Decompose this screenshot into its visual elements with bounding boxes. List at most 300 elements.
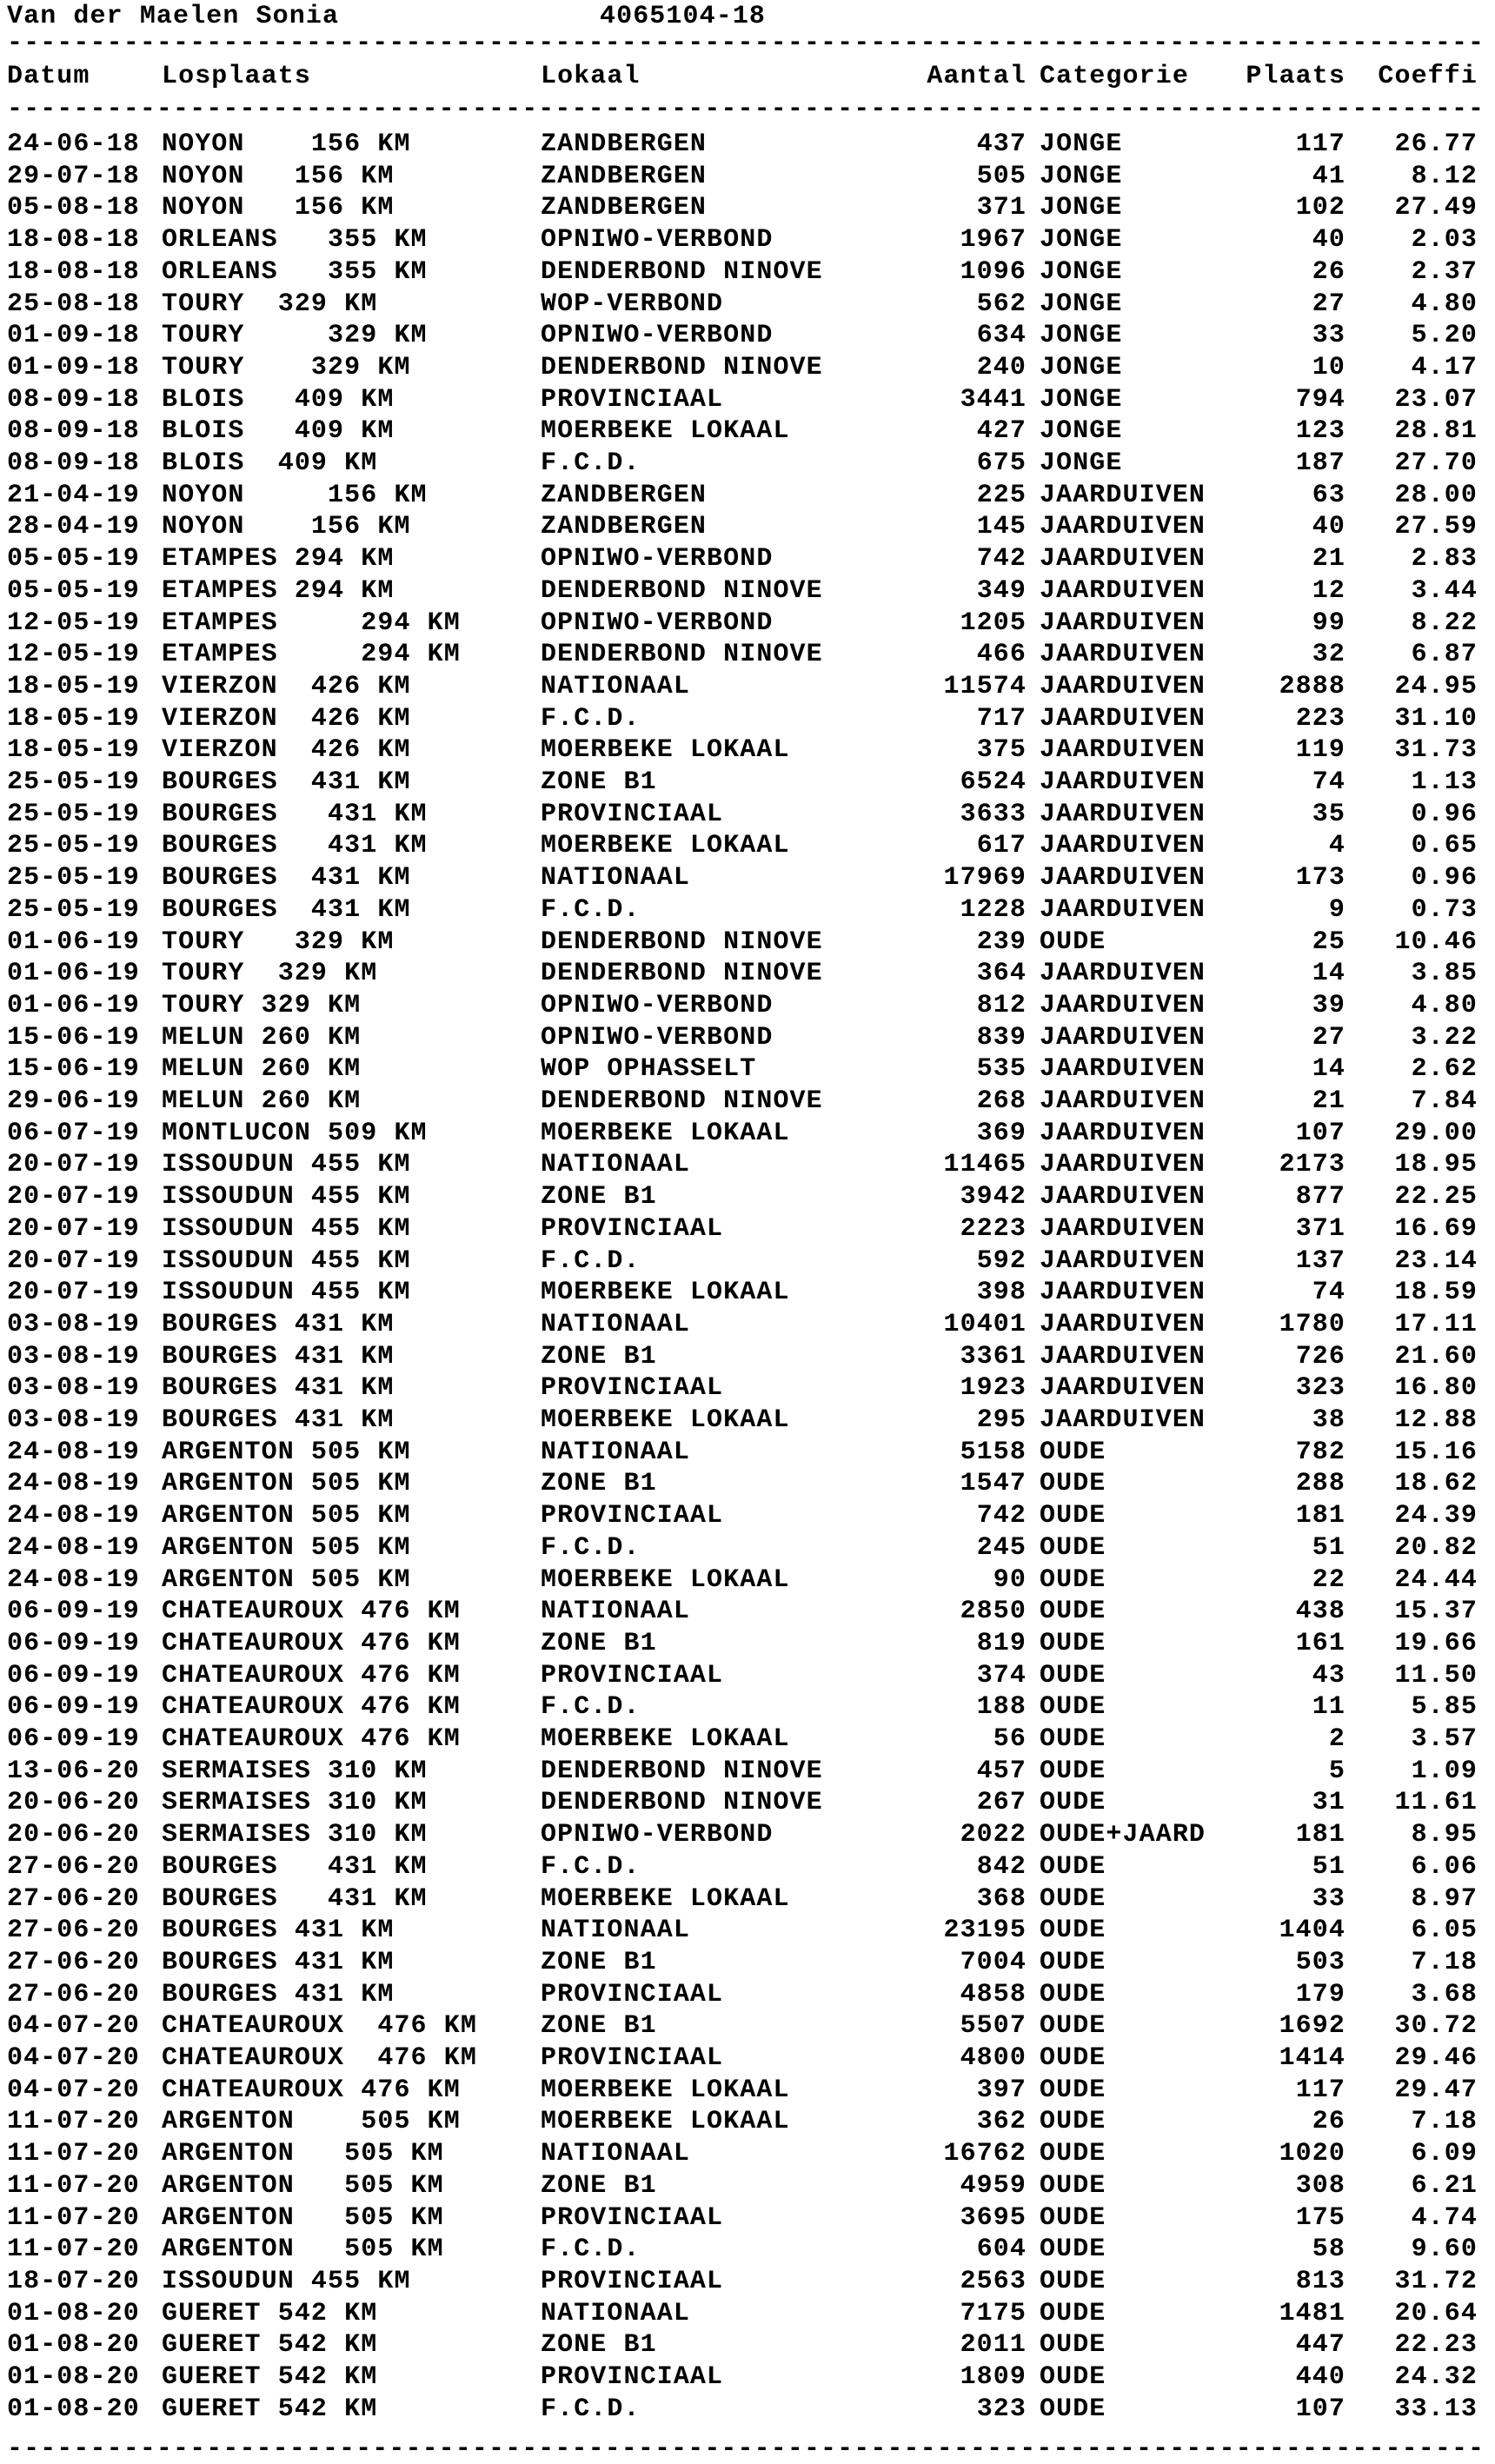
cell-plaats: 371 <box>1295 1213 1346 1244</box>
cell-losplaats: ISSOUDUN 455 KM <box>162 1245 411 1276</box>
cell-coeffi: 17.11 <box>1394 1309 1478 1339</box>
cell-aantal: 742 <box>976 1501 1027 1531</box>
cell-lokaal: ZANDBERGEN <box>541 130 708 159</box>
cell-aantal: 90 <box>993 1564 1027 1595</box>
cell-categorie: OUDE <box>1040 1756 1106 1786</box>
cell-lokaal: F.C.D. <box>541 1245 641 1276</box>
cell-coeffi: 5.20 <box>1411 321 1478 351</box>
cell-lokaal: ZONE B1 <box>541 2011 657 2042</box>
document-header <box>7 2 767 37</box>
cell-coeffi: 20.82 <box>1394 1532 1478 1563</box>
cell-coeffi: 3.85 <box>1411 959 1478 989</box>
cell-plaats: 1780 <box>1279 1309 1346 1339</box>
table-row <box>7 2234 1485 2266</box>
cell-losplaats: VIERZON 426 KM <box>162 735 411 766</box>
cell-aantal: 4858 <box>960 1979 1027 2009</box>
col-header-plaats: Plaats <box>1246 62 1346 91</box>
cell-datum: 20-06-20 <box>7 1788 140 1818</box>
table-row <box>7 1787 1485 1819</box>
cell-plaats: 503 <box>1295 1947 1346 1977</box>
cell-datum: 25-05-19 <box>7 831 140 861</box>
table-row <box>7 1723 1485 1756</box>
table-row <box>7 192 1485 224</box>
cell-losplaats: ARGENTON 505 KM <box>162 2107 461 2137</box>
cell-categorie: OUDE <box>1040 1532 1106 1563</box>
cell-categorie: JAARDUIVEN <box>1040 1182 1206 1212</box>
cell-lokaal: NATIONAAL <box>541 863 690 893</box>
cell-datum: 06-09-19 <box>7 1597 140 1627</box>
cell-datum: 15-06-19 <box>7 1022 140 1053</box>
cell-datum: 06-09-19 <box>7 1724 140 1754</box>
cell-aantal: 4800 <box>960 2043 1027 2073</box>
cell-plaats: 41 <box>1312 161 1346 191</box>
cell-plaats: 181 <box>1295 1501 1346 1531</box>
cell-losplaats: BOURGES 431 KM <box>162 1405 395 1435</box>
table-row <box>7 2170 1485 2202</box>
cell-losplaats: CHATEAUROUX 476 KM <box>162 1628 461 1658</box>
cell-plaats: 1414 <box>1279 2043 1346 2073</box>
cell-datum: 24-06-18 <box>7 130 140 159</box>
cell-categorie: OUDE <box>1040 1947 1106 1977</box>
col-header-lokaal: Lokaal <box>541 62 641 91</box>
cell-datum: 25-05-19 <box>7 863 140 893</box>
cell-lokaal: MOERBEKE LOKAAL <box>541 1564 790 1595</box>
cell-aantal: 225 <box>976 480 1027 510</box>
cell-lokaal: ZONE B1 <box>541 1469 657 1499</box>
cell-plaats: 25 <box>1312 926 1346 957</box>
cell-plaats: 21 <box>1312 544 1346 574</box>
cell-lokaal: PROVINCIAAL <box>541 2266 724 2296</box>
cell-aantal: 842 <box>976 1851 1027 1882</box>
cell-plaats: 447 <box>1295 2330 1346 2361</box>
cell-plaats: 51 <box>1312 1532 1346 1563</box>
cell-losplaats: ARGENTON 505 KM <box>162 1532 411 1563</box>
cell-losplaats: CHATEAUROUX 476 KM <box>162 1724 461 1754</box>
cell-losplaats: BOURGES 431 KM <box>162 894 411 925</box>
cell-coeffi: 23.14 <box>1394 1245 1478 1276</box>
cell-plaats: 35 <box>1312 799 1346 829</box>
cell-coeffi: 20.64 <box>1394 2298 1478 2328</box>
cell-lokaal: MOERBEKE LOKAAL <box>541 1278 790 1308</box>
cell-plaats: 21 <box>1312 1086 1346 1116</box>
cell-datum: 27-06-20 <box>7 1979 140 2009</box>
cell-losplaats: CHATEAUROUX 476 KM <box>162 2011 477 2042</box>
cell-coeffi: 7.18 <box>1411 1947 1478 1977</box>
cell-datum: 04-07-20 <box>7 2043 140 2073</box>
cell-lokaal: DENDERBOND NINOVE <box>541 640 823 670</box>
cell-plaats: 22 <box>1312 1564 1346 1595</box>
cell-datum: 08-09-18 <box>7 416 140 447</box>
cell-categorie: OUDE <box>1040 2362 1106 2392</box>
cell-losplaats: BOURGES 431 KM <box>162 799 428 829</box>
cell-lokaal: ZONE B1 <box>541 1341 657 1371</box>
cell-coeffi: 4.74 <box>1411 2202 1478 2233</box>
cell-datum: 06-09-19 <box>7 1692 140 1723</box>
table-row <box>7 384 1485 416</box>
cell-categorie: OUDE <box>1040 1501 1106 1531</box>
cell-losplaats: CHATEAUROUX 476 KM <box>162 2043 477 2073</box>
cell-lokaal: OPNIWO-VERBOND <box>541 1820 774 1850</box>
cell-aantal: 457 <box>976 1756 1027 1786</box>
cell-aantal: 16762 <box>943 2139 1027 2169</box>
cell-losplaats: ETAMPES 294 KM <box>162 575 395 606</box>
cell-aantal: 2022 <box>960 1820 1027 1850</box>
cell-losplaats: CHATEAUROUX 476 KM <box>162 1692 461 1723</box>
cell-plaats: 102 <box>1295 193 1346 223</box>
cell-plaats: 2 <box>1328 1724 1346 1754</box>
cell-aantal: 1967 <box>960 225 1027 256</box>
cell-aantal: 267 <box>976 1788 1027 1818</box>
table-row <box>7 862 1485 894</box>
table-row <box>7 2042 1485 2075</box>
cell-losplaats: GUERET 542 KM <box>162 2362 378 2392</box>
cell-datum: 04-07-20 <box>7 2011 140 2042</box>
cell-categorie: OUDE+JAARD <box>1040 1820 1206 1850</box>
cell-aantal: 245 <box>976 1532 1027 1563</box>
cell-datum: 20-07-19 <box>7 1278 140 1308</box>
cell-categorie: JAARDUIVEN <box>1040 767 1206 797</box>
cell-coeffi: 5.85 <box>1411 1692 1478 1723</box>
cell-datum: 01-06-19 <box>7 926 140 957</box>
cell-categorie: OUDE <box>1040 1851 1106 1882</box>
cell-coeffi: 6.06 <box>1411 1851 1478 1882</box>
cell-lokaal: PROVINCIAAL <box>541 1660 724 1690</box>
cell-losplaats: MELUN 260 KM <box>162 1022 362 1053</box>
cell-lokaal: F.C.D. <box>541 703 641 734</box>
cell-datum: 29-07-18 <box>7 161 140 191</box>
cell-losplaats: GUERET 542 KM <box>162 2330 378 2361</box>
table-row <box>7 1883 1485 1916</box>
cell-datum: 27-06-20 <box>7 1851 140 1882</box>
table-row <box>7 575 1485 608</box>
table-row <box>7 734 1485 767</box>
cell-plaats: 10 <box>1312 352 1346 382</box>
cell-losplaats: BOURGES 431 KM <box>162 1373 395 1404</box>
cell-categorie: OUDE <box>1040 1437 1106 1467</box>
cell-categorie: OUDE <box>1040 2298 1106 2328</box>
cell-categorie: OUDE <box>1040 1564 1106 1595</box>
table-row <box>7 2329 1485 2361</box>
cell-datum: 08-09-18 <box>7 384 140 415</box>
cell-losplaats: ARGENTON 505 KM <box>162 2139 444 2169</box>
cell-datum: 18-05-19 <box>7 735 140 766</box>
cell-plaats: 38 <box>1312 1405 1346 1435</box>
cell-lokaal: ZONE B1 <box>541 2170 657 2201</box>
cell-losplaats: TOURY 329 KM <box>162 289 378 319</box>
cell-aantal: 437 <box>976 130 1027 159</box>
cell-losplaats: BOURGES 431 KM <box>162 1947 395 1977</box>
cell-aantal: 634 <box>976 321 1027 351</box>
cell-lokaal: PROVINCIAAL <box>541 1501 724 1531</box>
cell-datum: 25-05-19 <box>7 894 140 925</box>
cell-categorie: JONGE <box>1040 161 1123 191</box>
cell-datum: 06-09-19 <box>7 1660 140 1690</box>
cell-coeffi: 11.50 <box>1394 1660 1478 1690</box>
cell-coeffi: 4.80 <box>1411 289 1478 319</box>
cell-lokaal: ZONE B1 <box>541 1182 657 1212</box>
table-row <box>7 608 1485 640</box>
cell-datum: 11-07-20 <box>7 2170 140 2201</box>
cell-datum: 03-08-19 <box>7 1373 140 1404</box>
cell-plaats: 1020 <box>1279 2139 1346 2169</box>
cell-categorie: OUDE <box>1040 1788 1106 1818</box>
license-number: 4065104-18 <box>600 2 767 31</box>
cell-lokaal: DENDERBOND NINOVE <box>541 1086 823 1116</box>
cell-plaats: 137 <box>1295 1245 1346 1276</box>
cell-losplaats: SERMAISES 310 KM <box>162 1788 428 1818</box>
table-row <box>7 1596 1485 1628</box>
cell-coeffi: 18.95 <box>1394 1150 1478 1180</box>
cell-categorie: OUDE <box>1040 2330 1106 2361</box>
cell-aantal: 427 <box>976 416 1027 447</box>
cell-plaats: 2888 <box>1279 671 1346 701</box>
cell-coeffi: 27.49 <box>1394 193 1478 223</box>
cell-plaats: 63 <box>1312 480 1346 510</box>
cell-coeffi: 4.80 <box>1411 990 1478 1020</box>
cell-plaats: 175 <box>1295 2202 1346 2233</box>
cell-coeffi: 29.46 <box>1394 2043 1478 2073</box>
cell-losplaats: BOURGES 431 KM <box>162 831 428 861</box>
cell-categorie: JAARDUIVEN <box>1040 575 1206 606</box>
cell-categorie: OUDE <box>1040 2202 1106 2233</box>
table-row <box>7 161 1485 193</box>
cell-plaats: 107 <box>1295 1118 1346 1148</box>
cell-lokaal: DENDERBOND NINOVE <box>541 1756 823 1786</box>
table-row <box>7 2202 1485 2235</box>
cell-categorie: JAARDUIVEN <box>1040 1373 1206 1404</box>
cell-aantal: 1228 <box>960 894 1027 925</box>
cell-aantal: 675 <box>976 448 1027 478</box>
table-row <box>7 1118 1485 1150</box>
cell-aantal: 3441 <box>960 384 1027 415</box>
cell-coeffi: 7.18 <box>1411 2107 1478 2137</box>
cell-lokaal: PROVINCIAAL <box>541 2202 724 2233</box>
cell-categorie: OUDE <box>1040 2266 1106 2296</box>
cell-categorie: OUDE <box>1040 2107 1106 2137</box>
table-row <box>7 1086 1485 1118</box>
col-header-losplaats: Losplaats <box>162 62 311 91</box>
cell-coeffi: 23.07 <box>1394 384 1478 415</box>
bottom-divider <box>7 2441 1485 2458</box>
cell-coeffi: 0.96 <box>1411 863 1478 893</box>
cell-plaats: 813 <box>1295 2266 1346 2296</box>
cell-plaats: 308 <box>1295 2170 1346 2201</box>
cell-plaats: 119 <box>1295 735 1346 766</box>
table-row <box>7 448 1485 480</box>
cell-aantal: 371 <box>976 193 1027 223</box>
table-row <box>7 1022 1485 1054</box>
cell-categorie: JONGE <box>1040 130 1123 159</box>
cell-datum: 24-08-19 <box>7 1564 140 1595</box>
cell-lokaal: ZONE B1 <box>541 767 657 797</box>
cell-losplaats: BOURGES 431 KM <box>162 767 411 797</box>
cell-aantal: 145 <box>976 512 1027 542</box>
cell-plaats: 1404 <box>1279 1916 1346 1946</box>
cell-datum: 06-09-19 <box>7 1628 140 1658</box>
cell-categorie: OUDE <box>1040 2170 1106 2201</box>
cell-coeffi: 30.72 <box>1394 2011 1478 2042</box>
table-row <box>7 799 1485 831</box>
cell-losplaats: ORLEANS 355 KM <box>162 256 428 287</box>
cell-categorie: JAARDUIVEN <box>1040 990 1206 1020</box>
cell-coeffi: 4.17 <box>1411 352 1478 382</box>
cell-coeffi: 6.21 <box>1411 2170 1478 2201</box>
cell-datum: 03-08-19 <box>7 1405 140 1435</box>
cell-coeffi: 27.70 <box>1394 448 1478 478</box>
table-row <box>7 2266 1485 2298</box>
cell-lokaal: MOERBEKE LOKAAL <box>541 1405 790 1435</box>
cell-datum: 20-06-20 <box>7 1820 140 1850</box>
cell-aantal: 592 <box>976 1245 1027 1276</box>
cell-coeffi: 21.60 <box>1394 1341 1478 1371</box>
cell-categorie: OUDE <box>1040 2075 1106 2105</box>
cell-datum: 12-05-19 <box>7 640 140 670</box>
table-row <box>7 2010 1485 2042</box>
cell-categorie: OUDE <box>1040 2235 1106 2265</box>
table-row <box>7 1628 1485 1660</box>
cell-coeffi: 1.09 <box>1411 1756 1478 1786</box>
cell-aantal: 717 <box>976 703 1027 734</box>
cell-losplaats: MONTLUCON 509 KM <box>162 1118 428 1148</box>
cell-lokaal: MOERBEKE LOKAAL <box>541 1118 790 1148</box>
table-row <box>7 1660 1485 1692</box>
cell-plaats: 161 <box>1295 1628 1346 1658</box>
cell-categorie: OUDE <box>1040 2139 1106 2169</box>
cell-coeffi: 0.96 <box>1411 799 1478 829</box>
cell-aantal: 562 <box>976 289 1027 319</box>
table-row <box>7 2075 1485 2107</box>
cell-coeffi: 8.22 <box>1411 608 1478 638</box>
cell-coeffi: 33.13 <box>1394 2394 1478 2424</box>
cell-lokaal: ZONE B1 <box>541 2330 657 2361</box>
cell-lokaal: ZANDBERGEN <box>541 512 708 542</box>
cell-lokaal: NATIONAAL <box>541 2139 690 2169</box>
cell-categorie: JONGE <box>1040 448 1123 478</box>
cell-losplaats: SERMAISES 310 KM <box>162 1756 428 1786</box>
table-row <box>7 1372 1485 1405</box>
cell-categorie: OUDE <box>1040 926 1106 957</box>
cell-coeffi: 3.57 <box>1411 1724 1478 1754</box>
cell-categorie: OUDE <box>1040 1883 1106 1914</box>
cell-categorie: OUDE <box>1040 1660 1106 1690</box>
cell-plaats: 179 <box>1295 1979 1346 2009</box>
cell-coeffi: 29.00 <box>1394 1118 1478 1148</box>
cell-aantal: 240 <box>976 352 1027 382</box>
cell-coeffi: 6.87 <box>1411 640 1478 670</box>
cell-coeffi: 24.32 <box>1394 2362 1478 2392</box>
cell-lokaal: PROVINCIAAL <box>541 799 724 829</box>
cell-datum: 11-07-20 <box>7 2202 140 2233</box>
cell-coeffi: 2.03 <box>1411 225 1478 256</box>
cell-losplaats: ETAMPES 294 KM <box>162 640 461 670</box>
cell-aantal: 7175 <box>960 2298 1027 2328</box>
cell-lokaal: ZANDBERGEN <box>541 193 708 223</box>
cell-lokaal: MOERBEKE LOKAAL <box>541 1724 790 1754</box>
cell-plaats: 117 <box>1295 130 1346 159</box>
cell-aantal: 10401 <box>943 1309 1027 1339</box>
col-header-datum: Datum <box>7 62 90 91</box>
cell-aantal: 3942 <box>960 1182 1027 1212</box>
cell-aantal: 56 <box>993 1724 1027 1754</box>
cell-plaats: 794 <box>1295 384 1346 415</box>
cell-datum: 11-07-20 <box>7 2235 140 2265</box>
cell-lokaal: MOERBEKE LOKAAL <box>541 1883 790 1914</box>
cell-plaats: 58 <box>1312 2235 1346 2265</box>
cell-aantal: 295 <box>976 1405 1027 1435</box>
cell-losplaats: CHATEAUROUX 476 KM <box>162 2075 461 2105</box>
cell-losplaats: ARGENTON 505 KM <box>162 2170 444 2201</box>
cell-plaats: 181 <box>1295 1820 1346 1850</box>
table-row <box>7 1277 1485 1309</box>
cell-categorie: OUDE <box>1040 1979 1106 2009</box>
cell-datum: 05-08-18 <box>7 193 140 223</box>
table-row <box>7 1979 1485 2011</box>
cell-aantal: 268 <box>976 1086 1027 1116</box>
cell-aantal: 742 <box>976 544 1027 574</box>
cell-datum: 20-07-19 <box>7 1150 140 1180</box>
cell-datum: 18-08-18 <box>7 256 140 287</box>
cell-datum: 27-06-20 <box>7 1916 140 1946</box>
table-row <box>7 2138 1485 2170</box>
table-row <box>7 1915 1485 1947</box>
cell-datum: 25-08-18 <box>7 289 140 319</box>
cell-plaats: 1481 <box>1279 2298 1346 2328</box>
cell-categorie: JONGE <box>1040 416 1123 447</box>
col-header-categorie: Categorie <box>1040 62 1189 91</box>
cell-lokaal: NATIONAAL <box>541 2298 690 2328</box>
table-row <box>7 1851 1485 1883</box>
cell-datum: 13-06-20 <box>7 1756 140 1786</box>
cell-categorie: JAARDUIVEN <box>1040 703 1206 734</box>
cell-aantal: 239 <box>976 926 1027 957</box>
cell-coeffi: 10.46 <box>1394 926 1478 957</box>
cell-coeffi: 2.62 <box>1411 1054 1478 1085</box>
cell-losplaats: BOURGES 431 KM <box>162 1341 395 1371</box>
cell-lokaal: PROVINCIAAL <box>541 1373 724 1404</box>
cell-coeffi: 8.95 <box>1411 1820 1478 1850</box>
table-row <box>7 1309 1485 1341</box>
cell-aantal: 7004 <box>960 1947 1027 1977</box>
cell-categorie: JAARDUIVEN <box>1040 1405 1206 1435</box>
cell-losplaats: ETAMPES 294 KM <box>162 544 395 574</box>
cell-losplaats: BOURGES 431 KM <box>162 863 411 893</box>
cell-datum: 21-04-19 <box>7 480 140 510</box>
cell-categorie: JAARDUIVEN <box>1040 1150 1206 1180</box>
table-row <box>7 2361 1485 2394</box>
cell-categorie: OUDE <box>1040 1724 1106 1754</box>
table-row <box>7 926 1485 959</box>
cell-categorie: JAARDUIVEN <box>1040 1086 1206 1116</box>
cell-coeffi: 31.73 <box>1394 735 1478 766</box>
cell-coeffi: 28.00 <box>1394 480 1478 510</box>
cell-losplaats: NOYON 156 KM <box>162 130 411 159</box>
fancier-name: Van der Maelen Sonia <box>7 2 340 31</box>
cell-datum: 01-06-19 <box>7 959 140 989</box>
cell-datum: 24-08-19 <box>7 1437 140 1467</box>
cell-aantal: 604 <box>976 2235 1027 2265</box>
cell-aantal: 11465 <box>943 1150 1027 1180</box>
cell-aantal: 2850 <box>960 1597 1027 1627</box>
cell-lokaal: WOP OPHASSELT <box>541 1054 757 1085</box>
cell-categorie: OUDE <box>1040 1916 1106 1946</box>
cell-lokaal: MOERBEKE LOKAAL <box>541 2075 790 2105</box>
cell-categorie: OUDE <box>1040 1597 1106 1627</box>
cell-plaats: 31 <box>1312 1788 1346 1818</box>
cell-losplaats: SERMAISES 310 KM <box>162 1820 428 1850</box>
cell-coeffi: 8.97 <box>1411 1883 1478 1914</box>
cell-plaats: 99 <box>1312 608 1346 638</box>
cell-losplaats: CHATEAUROUX 476 KM <box>162 1597 461 1627</box>
